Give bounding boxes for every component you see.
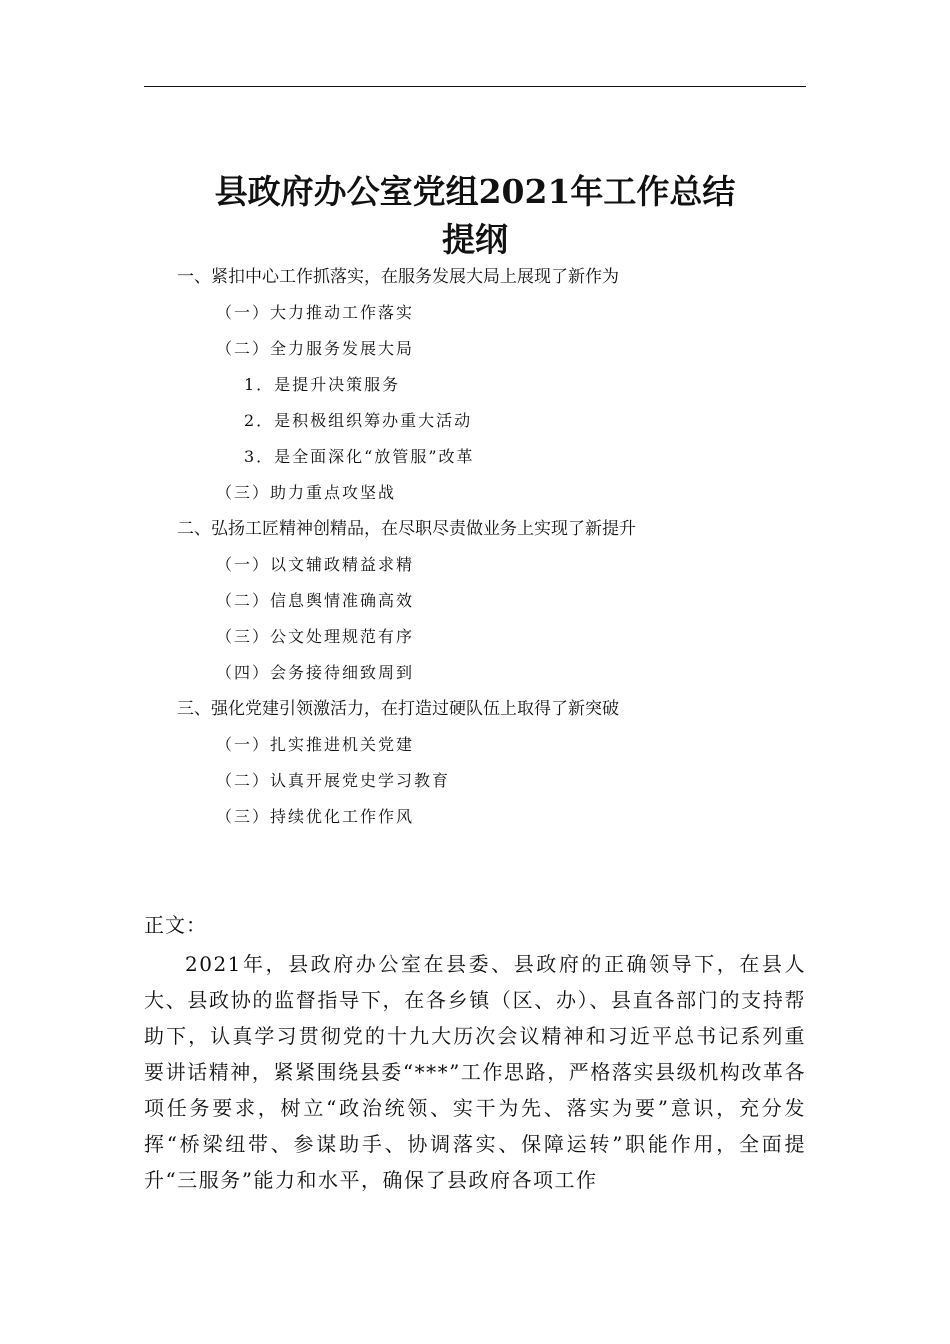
outline-item-level2: （一）大力推动工作落实 [216, 303, 415, 322]
outline-item-level2: （二）认真开展党史学习教育 [216, 771, 451, 790]
outline-item-level3: 1．是提升决策服务 [244, 375, 401, 394]
outline-item-level1: 三、强化党建引领激活力，在打造过硬队伍上取得了新突破 [177, 699, 619, 719]
header-rule [144, 86, 806, 87]
outline-item-level2: （一）扎实推进机关党建 [216, 735, 415, 754]
outline-item-level2: （一）以文辅政精益求精 [216, 555, 415, 574]
body-label: 正文： [144, 913, 207, 937]
outline-item-level2: （二）全力服务发展大局 [216, 339, 415, 358]
outline-item-level3: 3．是全面深化“放管服”改革 [244, 447, 475, 466]
outline-item-level3: 2．是积极组织筹办重大活动 [244, 411, 473, 430]
outline-item-level2: （三）助力重点攻坚战 [216, 483, 397, 502]
outline-item-level1: 一、紧扣中心工作抓落实，在服务发展大局上展现了新作为 [177, 267, 619, 287]
outline-item-level2: （二）信息舆情准确高效 [216, 591, 415, 610]
outline-item-level1: 二、弘扬工匠精神创精品，在尽职尽责做业务上实现了新提升 [177, 519, 636, 539]
outline-item-level2: （三）公文处理规范有序 [216, 627, 415, 646]
document-title-line1: 县政府办公室党组2021年工作总结 [214, 172, 736, 211]
outline-item-level2: （三）持续优化工作作风 [216, 807, 415, 826]
body-paragraph: 2021年，县政府办公室在县委、县政府的正确领导下，在县人大、县政协的监督指导下，在各乡镇（区、办）、县直各部门的支持帮助下，认真学习贯彻党的十九大历次会议精神和习近平总书记系列重要讲话精神，紧紧围绕县委“***”工作思路，严格落实县级机构改革各项任务要求，树立“政治统领、实干为先、落实为要”意识，充分发挥“桥梁纽带、参谋助手、协调落实、保障运转”职能作用，全面提升“三服务”能力和水平，确保了县政府各项工作 [144, 952, 806, 1192]
outline-item-level2: （四）会务接待细致周到 [216, 663, 415, 682]
document-title-line2: 提纲 [442, 220, 508, 259]
